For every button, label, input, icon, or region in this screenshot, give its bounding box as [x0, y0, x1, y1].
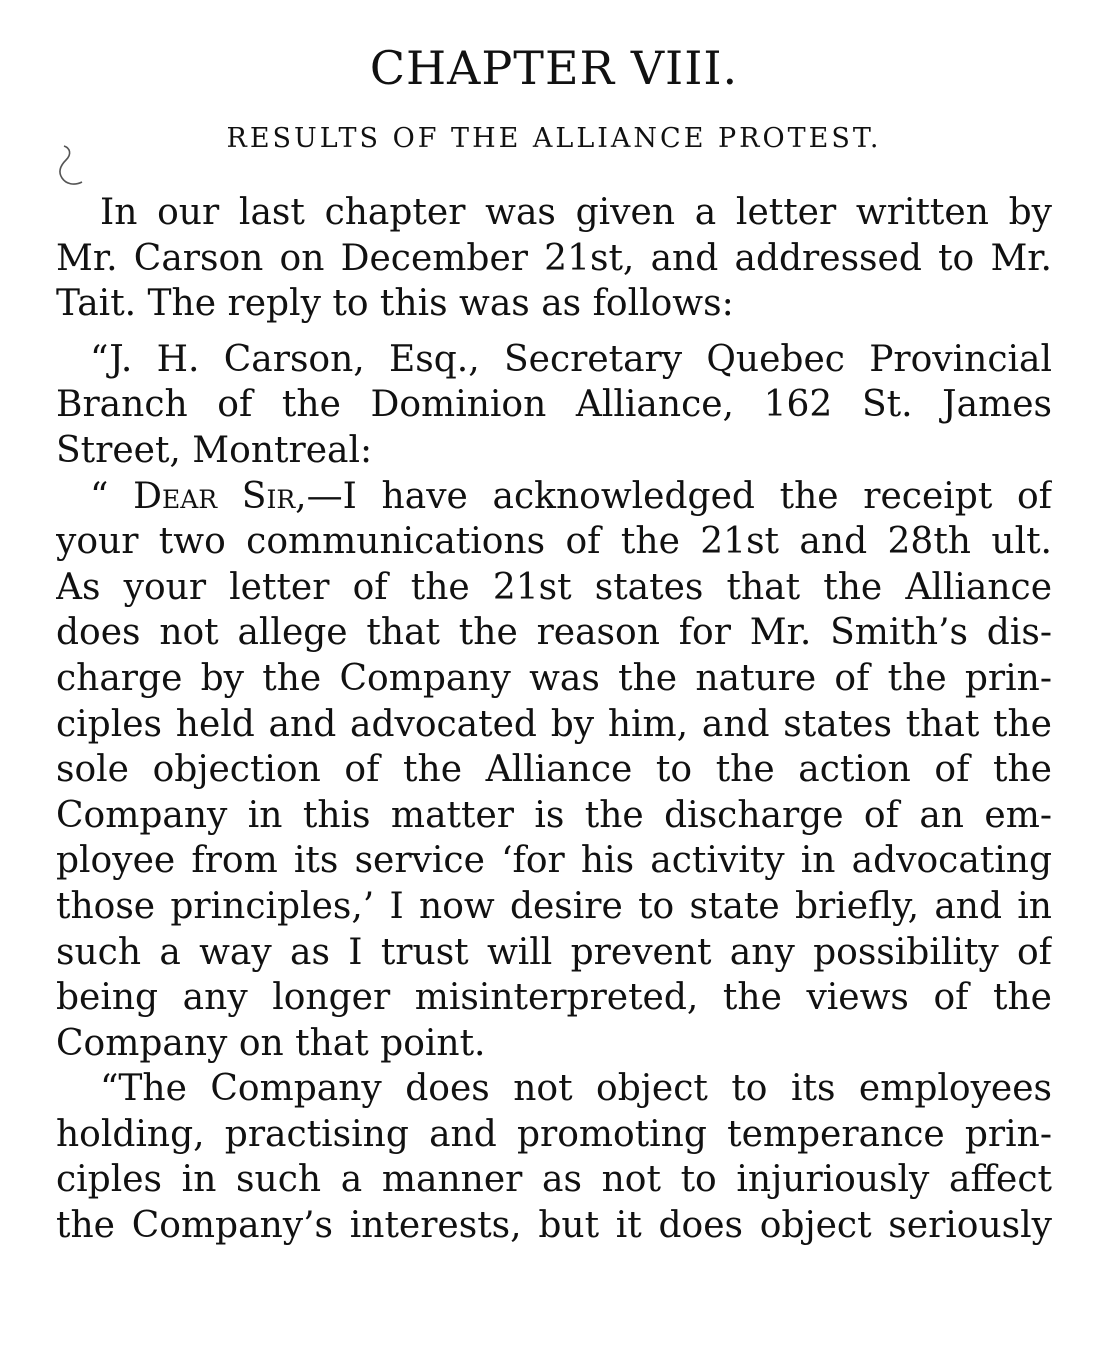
- text-line: such a way as I trust will prevent any possibility of: [56, 931, 1052, 973]
- text-line: Company on that point.: [56, 1022, 486, 1064]
- text-line: ployee from its service ‘for his activity in advocating: [56, 840, 1052, 882]
- text-line: “The Company does not object to its employees: [100, 1068, 1052, 1110]
- paragraph-letter: [56, 474, 1052, 1067]
- text-line: Branch of the Dominion Alliance, 162 St. James: [56, 384, 1052, 426]
- salutation: “ Dear Sir,: [90, 475, 307, 517]
- paragraph-intro: [56, 190, 1052, 327]
- text-line: your two communications of the 21st and 28th ult.: [56, 521, 1052, 563]
- text-line: Company in this matter is the discharge of an em-: [56, 794, 1052, 836]
- chapter-title: CHAPTER VIII.: [369, 41, 739, 95]
- text-line: “J. H. Carson, Esq., Secretary Quebec Provincial: [90, 338, 1052, 380]
- text-line: ciples held and advocated by him, and states that the: [56, 703, 1052, 745]
- text-line: Mr. Carson on December 21st, and addressed to Mr.: [56, 237, 1052, 279]
- salutation-continuation: —I have acknowledged the receipt of: [306, 475, 1052, 517]
- text-line: the Company’s interests, but it does object seriously: [56, 1205, 1052, 1247]
- text-line: As your letter of the 21st states that the Alliance: [56, 566, 1052, 608]
- text-line: In our last chapter was given a letter written by: [100, 192, 1052, 233]
- text-line: being any longer misinterpreted, the views of the: [56, 977, 1052, 1019]
- text-line: charge by the Company was the nature of the prin-: [56, 657, 1052, 699]
- text-line: ciples in such a manner as not to injuriously affect: [56, 1159, 1052, 1201]
- paragraph-address: [56, 337, 1052, 474]
- text-line: Tait. The reply to this was as follows:: [56, 283, 734, 325]
- paragraph-company-position: [56, 1066, 1052, 1248]
- section-heading: RESULTS OF THE ALLIANCE PROTEST.: [226, 123, 882, 154]
- book-page: [56, 40, 1052, 1249]
- text-line: sole objection of the Alliance to the action of the: [56, 749, 1052, 791]
- text-line: those principles,’ I now desire to state briefly, and in: [56, 885, 1052, 927]
- text-line-salutation: [56, 474, 1052, 520]
- text-line: holding, practising and promoting temperance prin-: [56, 1113, 1052, 1155]
- text-line: does not allege that the reason for Mr. Smith’s dis-: [56, 612, 1052, 654]
- text-line: Street, Montreal:: [56, 429, 373, 471]
